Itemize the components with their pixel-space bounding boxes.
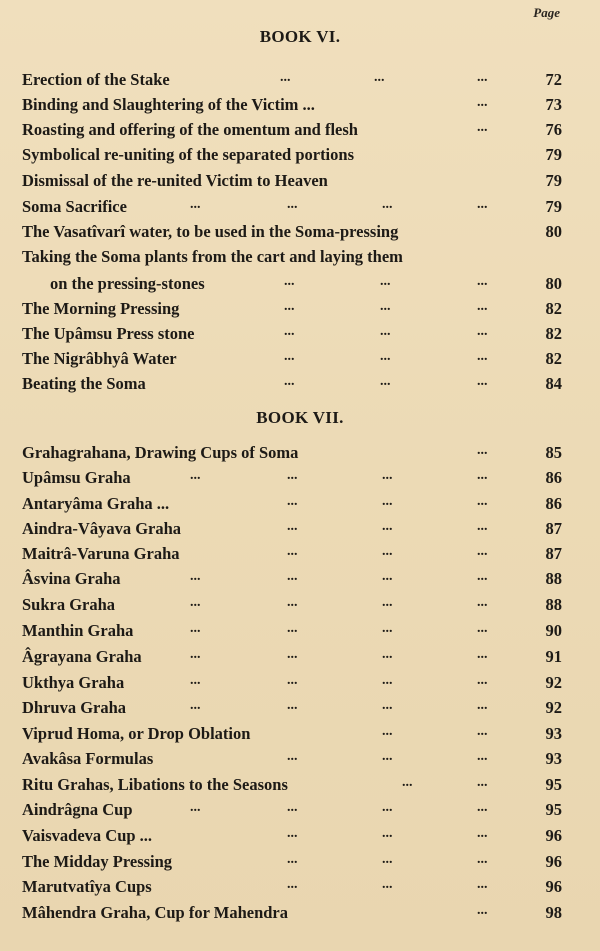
leader-dots: ...: [190, 673, 201, 688]
leader-dots: ...: [477, 443, 488, 458]
leader-dots: ...: [477, 468, 488, 483]
leader-dots: ...: [477, 519, 488, 534]
toc-entry: [22, 346, 562, 371]
leader-dots: ...: [374, 70, 385, 85]
toc-entry: [22, 271, 562, 296]
leader-dots: ...: [284, 374, 295, 389]
toc-entry: [22, 371, 562, 396]
leader-dots: ...: [382, 826, 393, 841]
book-vii-heading: BOOK VII.: [256, 408, 344, 427]
entry-title: Binding and Slaughtering of the Victim ...: [22, 95, 315, 114]
entry-title: The Upâmsu Press stone: [22, 324, 195, 343]
toc-entry: [22, 849, 562, 874]
entry-page: 90: [545, 621, 562, 640]
leader-dots: ...: [477, 800, 488, 815]
toc-entry: [22, 721, 562, 746]
entry-title: The Nigrâbhyâ Water: [22, 349, 177, 368]
toc-entry: [22, 695, 562, 720]
leader-dots: ...: [402, 775, 413, 790]
leader-dots: ...: [477, 826, 488, 841]
leader-dots: ...: [382, 852, 393, 867]
leader-dots: ...: [380, 349, 391, 364]
toc-entry: [22, 491, 562, 516]
toc-entry: [22, 67, 562, 92]
entry-title: Mâhendra Graha, Cup for Mahendra: [22, 903, 288, 922]
entry-title: Roasting and offering of the omentum and flesh: [22, 120, 358, 139]
leader-dots: ...: [477, 903, 488, 918]
leader-dots: ...: [382, 647, 393, 662]
entry-page: 79: [545, 145, 562, 164]
leader-dots: ...: [190, 621, 201, 636]
leader-dots: ...: [477, 324, 488, 339]
leader-dots: ...: [477, 374, 488, 389]
leader-dots: ...: [477, 673, 488, 688]
toc-entry: [22, 440, 562, 465]
leader-dots: ...: [380, 299, 391, 314]
toc-entry: [22, 797, 562, 822]
leader-dots: ...: [477, 299, 488, 314]
toc-entry: [22, 296, 562, 321]
leader-dots: ...: [287, 621, 298, 636]
leader-dots: ...: [382, 544, 393, 559]
leader-dots: ...: [477, 724, 488, 739]
entry-title: Viprud Homa, or Drop Oblation: [22, 724, 251, 743]
entry-page: 80: [545, 222, 562, 241]
entry-page: 86: [545, 494, 562, 513]
entry-page: 79: [545, 197, 562, 216]
leader-dots: ...: [287, 569, 298, 584]
toc-entry: [22, 900, 562, 925]
entry-title: Aindrâgna Cup: [22, 800, 133, 819]
entry-page: 96: [545, 826, 562, 845]
entry-page: 82: [545, 349, 562, 368]
leader-dots: ...: [380, 374, 391, 389]
entry-title: Beating the Soma: [22, 374, 146, 393]
entry-page: 80: [545, 274, 562, 293]
entry-page: 91: [545, 647, 562, 666]
entry-page: 95: [545, 800, 562, 819]
leader-dots: ...: [287, 673, 298, 688]
entry-title: Antaryâma Graha ...: [22, 494, 170, 513]
leader-dots: ...: [284, 299, 295, 314]
entry-title: Taking the Soma plants from the cart and laying them: [22, 247, 403, 266]
entry-title: Dhruva Graha: [22, 698, 127, 717]
toc-entry: [22, 772, 562, 797]
leader-dots: ...: [382, 468, 393, 483]
leader-dots: ...: [382, 698, 393, 713]
leader-dots: ...: [477, 877, 488, 892]
entry-title: Symbolical re-uniting of the separated portions: [22, 145, 354, 164]
leader-dots: ...: [477, 595, 488, 610]
leader-dots: ...: [287, 494, 298, 509]
leader-dots: ...: [382, 569, 393, 584]
entry-title: Avakâsa Formulas: [22, 749, 154, 768]
leader-dots: ...: [477, 494, 488, 509]
leader-dots: ...: [190, 800, 201, 815]
entry-title: on the pressing-stones: [50, 274, 205, 293]
leader-dots: ...: [477, 852, 488, 867]
leader-dots: ...: [287, 800, 298, 815]
entry-page: 87: [545, 544, 562, 563]
leader-dots: ...: [382, 519, 393, 534]
entry-page: 88: [545, 569, 562, 588]
toc-entry: [22, 592, 562, 617]
toc-entry: [22, 516, 562, 541]
entry-title: The Midday Pressing: [22, 852, 173, 871]
entry-title: Dismissal of the re-united Victim to Heaven: [22, 171, 328, 190]
entry-title: Manthin Graha: [22, 621, 134, 640]
leader-dots: ...: [382, 749, 393, 764]
leader-dots: ...: [190, 197, 201, 212]
leader-dots: ...: [287, 698, 298, 713]
entry-title: Sukra Graha: [22, 595, 116, 614]
leader-dots: ...: [284, 274, 295, 289]
toc-entry: [22, 142, 562, 167]
leader-dots: ...: [477, 197, 488, 212]
entry-title: Ritu Grahas, Libations to the Seasons: [22, 775, 288, 794]
leader-dots: ...: [477, 647, 488, 662]
entry-page: 82: [545, 299, 562, 318]
entry-page: 93: [545, 724, 562, 743]
toc-entry: [22, 219, 562, 244]
leader-dots: ...: [380, 324, 391, 339]
leader-dots: ...: [287, 749, 298, 764]
leader-dots: ...: [477, 274, 488, 289]
entry-title: The Vasatîvarî water, to be used in the Soma-pressing: [22, 222, 399, 241]
leader-dots: ...: [477, 349, 488, 364]
leader-dots: ...: [477, 95, 488, 110]
leader-dots: ...: [380, 274, 391, 289]
entry-title: Âgrayana Graha: [22, 647, 142, 666]
entry-title: Ukthya Graha: [22, 673, 125, 692]
entry-page: 92: [545, 698, 562, 717]
toc-entry: [22, 670, 562, 695]
leader-dots: ...: [477, 569, 488, 584]
entry-title: Âsvina Graha: [22, 569, 121, 588]
leader-dots: ...: [284, 324, 295, 339]
entry-page: 95: [545, 775, 562, 794]
entry-page: 85: [545, 443, 562, 462]
toc-entry: [22, 168, 562, 193]
leader-dots: ...: [382, 724, 393, 739]
leader-dots: ...: [287, 852, 298, 867]
entry-page: 93: [545, 749, 562, 768]
entry-page: 96: [545, 877, 562, 896]
toc-entry: [22, 874, 562, 899]
leader-dots: ...: [382, 595, 393, 610]
toc-entry: [22, 618, 562, 643]
leader-dots: ...: [287, 647, 298, 662]
toc-entry: [22, 465, 562, 490]
entry-page: 73: [545, 95, 562, 114]
toc-entry: [22, 566, 562, 591]
entry-title: Marutvatîya Cups: [22, 877, 152, 896]
entry-page: 92: [545, 673, 562, 692]
entry-title: Grahagrahana, Drawing Cups of Soma: [22, 443, 299, 462]
leader-dots: ...: [477, 70, 488, 85]
leader-dots: ...: [477, 544, 488, 559]
leader-dots: ...: [190, 647, 201, 662]
leader-dots: ...: [477, 120, 488, 135]
leader-dots: ...: [477, 749, 488, 764]
page-column-label: Page: [533, 5, 560, 20]
leader-dots: ...: [287, 197, 298, 212]
entry-page: 88: [545, 595, 562, 614]
toc-entry: [22, 644, 562, 669]
leader-dots: ...: [287, 595, 298, 610]
leader-dots: ...: [287, 519, 298, 534]
entry-page: 96: [545, 852, 562, 871]
toc-entry: [22, 321, 562, 346]
leader-dots: ...: [477, 698, 488, 713]
entry-page: 82: [545, 324, 562, 343]
toc-entry: [22, 823, 562, 848]
leader-dots: ...: [190, 569, 201, 584]
entry-page: 72: [545, 70, 562, 89]
entry-page: 87: [545, 519, 562, 538]
leader-dots: ...: [287, 544, 298, 559]
toc-entry: [22, 541, 562, 566]
entry-title: Upâmsu Graha: [22, 468, 131, 487]
leader-dots: ...: [287, 468, 298, 483]
leader-dots: ...: [287, 826, 298, 841]
leader-dots: ...: [287, 877, 298, 892]
entry-title: Vaisvadeva Cup ...: [22, 826, 153, 845]
leader-dots: ...: [190, 698, 201, 713]
leader-dots: ...: [284, 349, 295, 364]
leader-dots: ...: [382, 800, 393, 815]
leader-dots: ...: [382, 621, 393, 636]
leader-dots: ...: [477, 775, 488, 790]
toc-entry: [22, 746, 562, 771]
entry-title: The Morning Pressing: [22, 299, 180, 318]
toc-entry: [22, 92, 562, 117]
leader-dots: ...: [382, 494, 393, 509]
leader-dots: ...: [477, 621, 488, 636]
entry-title: Erection of the Stake: [22, 70, 170, 89]
entry-page: 76: [545, 120, 562, 139]
toc-entry: [22, 194, 562, 219]
entry-title: Aindra-Vâyava Graha: [22, 519, 182, 538]
leader-dots: ...: [382, 877, 393, 892]
entry-page: 98: [545, 903, 562, 922]
leader-dots: ...: [382, 673, 393, 688]
toc-entry: [22, 117, 562, 142]
book-vi-heading: BOOK VI.: [259, 27, 341, 46]
entry-page: 79: [545, 171, 562, 190]
leader-dots: ...: [382, 197, 393, 212]
entry-page: 84: [545, 374, 562, 393]
leader-dots: ...: [190, 468, 201, 483]
toc-entry: [22, 244, 562, 269]
leader-dots: ...: [190, 595, 201, 610]
entry-title: Soma Sacrifice: [22, 197, 127, 216]
entry-page: 86: [545, 468, 562, 487]
leader-dots: ...: [280, 70, 291, 85]
entry-title: Maitrâ-Varuna Graha: [22, 544, 180, 563]
